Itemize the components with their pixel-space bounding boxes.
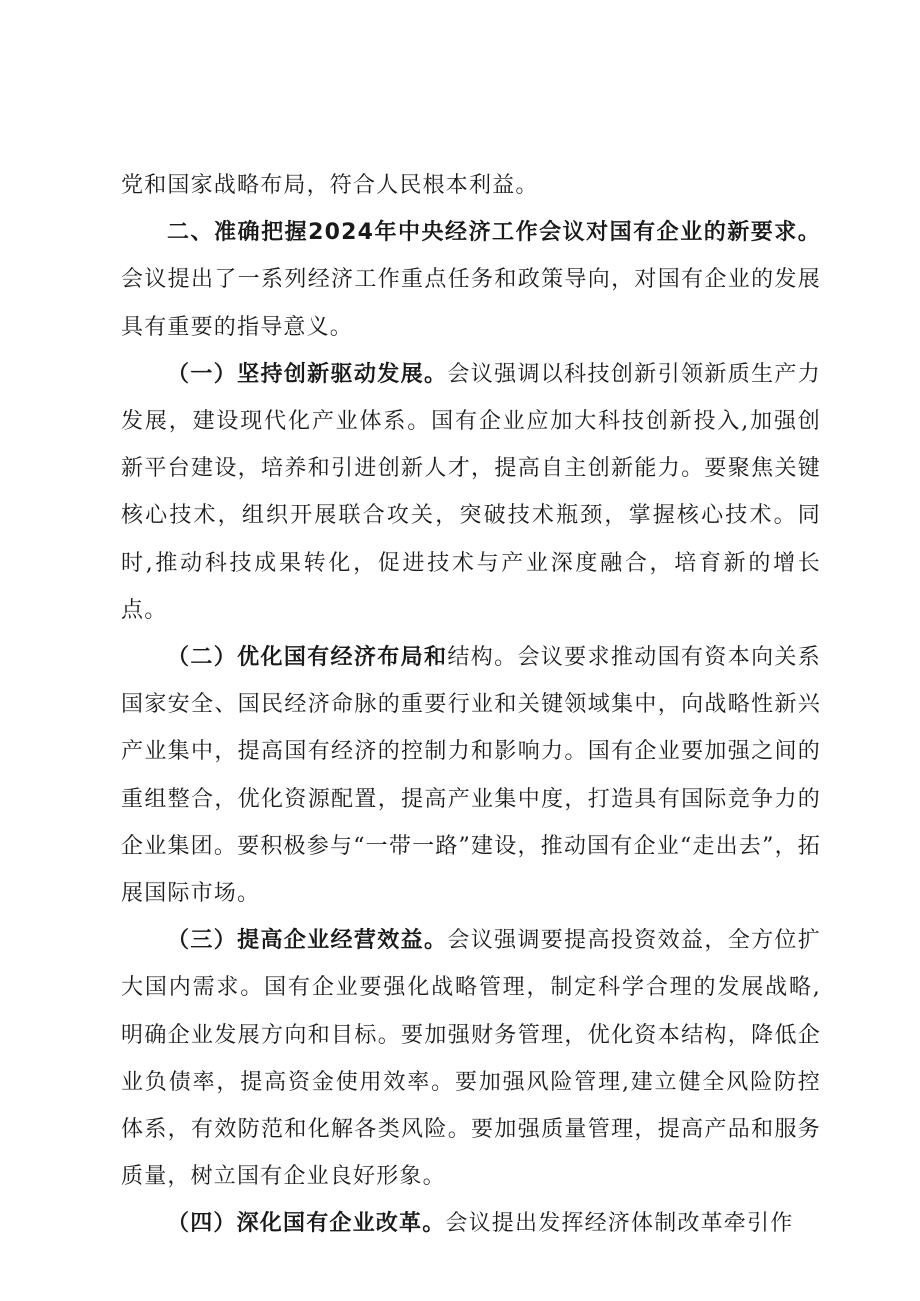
paragraph-5-body: 会议强调要提高投资效益，全方位扩大国内需求。国有企业要强化战略管理，制定科学合理的发展战略,明确企业发展方向和目标。要加强财务管理，优化资本结构，降低企业负债率，提高资金使用效率。要加强风险管理,建立健全风险防控体系，有效防范和化解各类风险。要加强质量管理，提高产品和服务质量，树立国有企业良好形象。	[121, 928, 821, 1190]
paragraph-3	[121, 351, 821, 634]
paragraph-4	[121, 634, 821, 917]
paragraph-6-lead: （四）深化国有企业改革。	[167, 1211, 446, 1237]
paragraph-1-body: 党和国家战略布局，符合人民根本利益。	[121, 173, 539, 198]
paragraph-2-lead: 二、准确把握2024年中央经济工作会议对国有企业的新要求。	[167, 220, 821, 246]
paragraph-1	[121, 162, 821, 209]
paragraph-3-lead: （一）坚持创新驱动发展。	[167, 361, 448, 387]
paragraph-4-lead: （二）优化国有经济布局和	[167, 645, 448, 671]
paragraph-6	[121, 1200, 821, 1247]
document-body	[121, 162, 821, 1248]
paragraph-4-body: 结构。会议要求推动国有资本向关系国家安全、国民经济命脉的重要行业和关键领域集中，向战略性新兴产业集中，提高国有经济的控制力和影响力。国有企业要加强之间的重组整合，优化资源配置，提高产业集中度，打造具有国际竞争力的企业集团。要积极参与“一带一路”建设，推动国有企业“走出去”，拓展国际市场。	[121, 645, 821, 907]
paragraph-6-body: 会议提出发挥经济体制改革牵引作	[445, 1211, 794, 1237]
paragraph-5	[121, 917, 821, 1200]
paragraph-2	[121, 209, 821, 351]
paragraph-2-body: 会议提出了一系列经济工作重点任务和政策导向，对国有企业的发展具有重要的指导意义。	[121, 267, 821, 340]
paragraph-3-body: 会议强调以科技创新引领新质生产力发展，建设现代化产业体系。国有企业应加大科技创新投入,加强创新平台建设，培养和引进创新人才，提高自主创新能力。要聚焦关键核心技术，组织开展联合攻关，突破技术瓶颈，掌握核心技术。同时,推动科技成果转化，促进技术与产业深度融合，培育新的增长点。	[121, 361, 821, 623]
paragraph-5-lead: （三）提高企业经营效益。	[167, 928, 448, 954]
